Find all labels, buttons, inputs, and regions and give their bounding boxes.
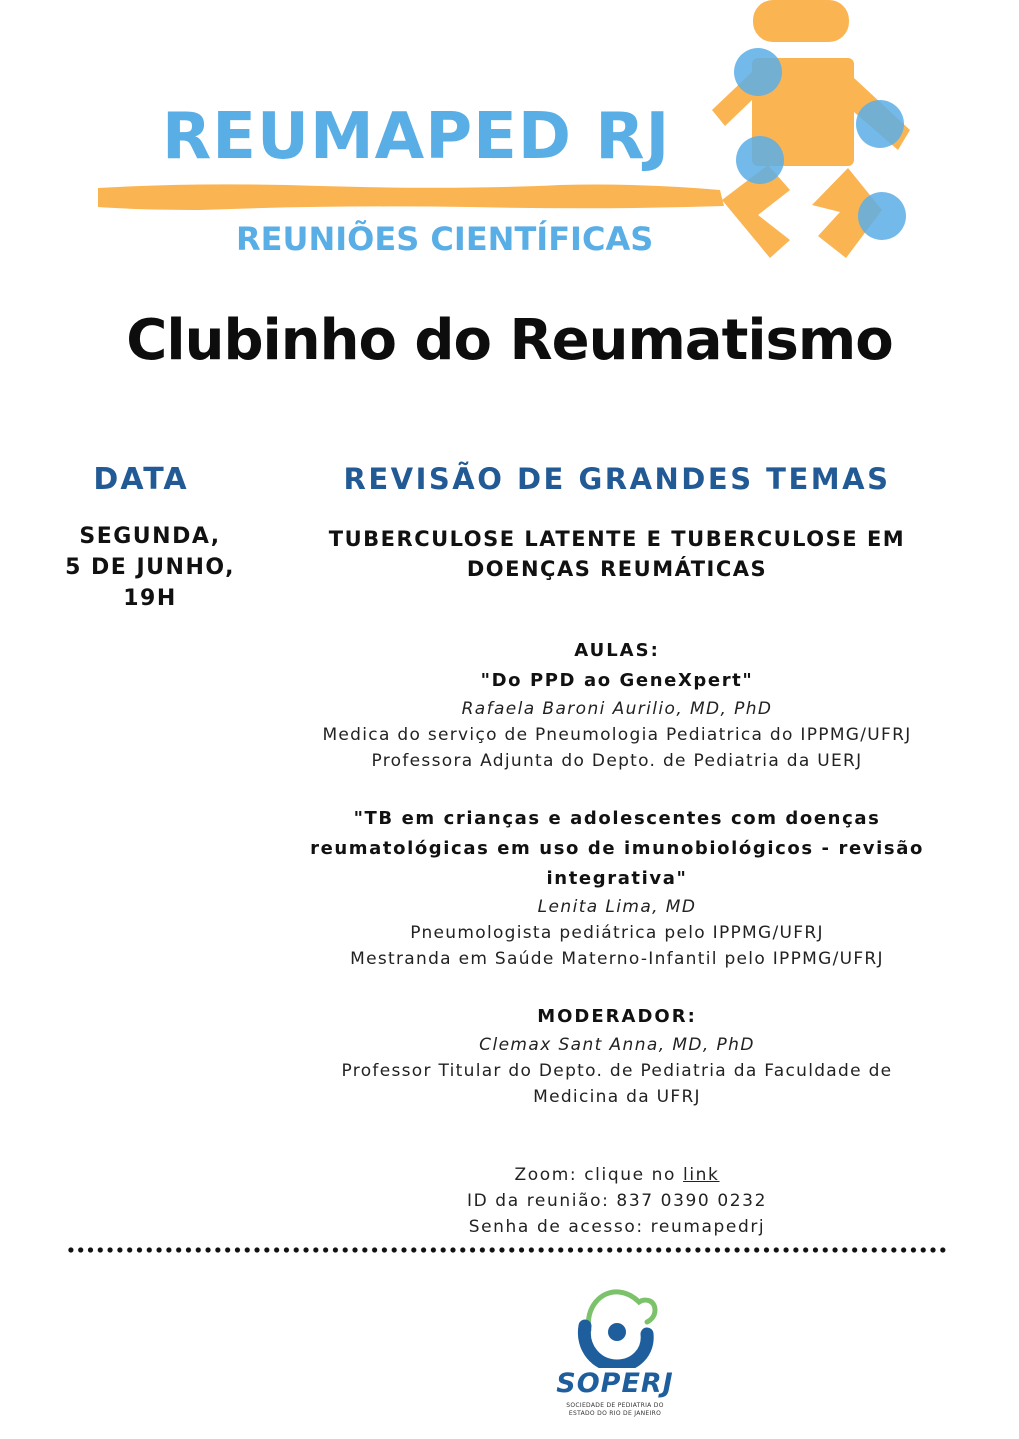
- aulas-label: AULAS:: [574, 640, 660, 661]
- dotted-divider: [66, 1246, 950, 1254]
- date-line-2: 5 DE JUNHO,: [65, 555, 235, 580]
- brand-title: REUMAPED RJ: [162, 100, 671, 174]
- talk-2-role-2: Mestranda em Saúde Materno-Infantil pelo IPPMG/UFRJ: [350, 949, 884, 969]
- orange-brush-stroke: [98, 184, 724, 210]
- soperj-emblem-icon: [555, 1286, 675, 1368]
- logo-tagline-line-2: ESTADO DO RIO DE JANEIRO: [568, 1410, 662, 1417]
- header-banner: [0, 0, 1019, 270]
- meeting-password: Senha de acesso: reumapedrj: [468, 1217, 766, 1237]
- talk-2-title-line-2: reumatológicas em uso de imunobiológicos - revisão: [310, 838, 924, 859]
- baby-head-shape: [753, 0, 849, 42]
- zoom-link[interactable]: link: [683, 1165, 720, 1185]
- date-column: [30, 462, 270, 614]
- joint-circle-hip: [736, 136, 784, 184]
- moderator-block: [290, 1002, 944, 1110]
- talk-1-title: "Do PPD ao GeneXpert": [480, 670, 754, 691]
- talk-1-speaker: Rafaela Baroni Aurilio, MD, PhD: [461, 699, 773, 719]
- topic-line-2: DOENÇAS REUMÁTICAS: [466, 557, 768, 581]
- page-title: Clubinho do Reumatismo: [126, 308, 893, 373]
- talk-2-speaker: Lenita Lima, MD: [537, 897, 697, 917]
- logo-tagline: [555, 1402, 675, 1418]
- date-line-1: SEGUNDA,: [79, 524, 221, 549]
- moderator-role-2: Medicina da UFRJ: [533, 1087, 701, 1107]
- joint-circle-knee: [858, 192, 906, 240]
- logo-name: SOPERJ: [556, 1368, 674, 1399]
- date-line-3: 19H: [123, 586, 177, 611]
- talk-2-role-1: Pneumologista pediátrica pelo IPPMG/UFRJ: [410, 923, 824, 943]
- logo-tagline-line-1: SOCIEDADE DE PEDIATRIA DO: [566, 1402, 664, 1409]
- talk-2-title-line-1: "TB em crianças e adolescentes com doenças: [353, 808, 881, 829]
- section-heading: REVISÃO DE GRANDES TEMAS: [343, 462, 891, 496]
- brand-subtitle: REUNIÕES CIENTÍFICAS: [236, 220, 654, 258]
- zoom-prefix: Zoom: clique no: [514, 1165, 684, 1185]
- meeting-info: [290, 1162, 944, 1240]
- talk-2-title-line-3: integrativa": [546, 868, 688, 889]
- program-column: [290, 462, 944, 1240]
- topic-title: [290, 524, 944, 584]
- date-value: [30, 521, 270, 614]
- talk-1-role-1: Medica do serviço de Pneumologia Pediatrica do IPPMG/UFRJ: [322, 725, 912, 745]
- moderator-label: MODERADOR:: [537, 1006, 697, 1027]
- joint-circle-shoulder: [734, 48, 782, 96]
- zoom-line: [290, 1162, 944, 1188]
- topic-line-1: TUBERCULOSE LATENTE E TUBERCULOSE EM: [328, 527, 906, 551]
- moderator-role-1: Professor Titular do Depto. de Pediatria da Faculdade de: [341, 1061, 893, 1081]
- talk-2-block: [290, 804, 944, 972]
- meeting-id: ID da reunião: 837 0390 0232: [467, 1191, 767, 1211]
- talk-1-role-2: Professora Adjunta do Depto. de Pediatria da UERJ: [371, 751, 863, 771]
- joint-circle-elbow: [856, 100, 904, 148]
- aulas-block: [290, 636, 944, 774]
- moderator-name: Clemax Sant Anna, MD, PhD: [479, 1035, 755, 1055]
- date-heading: DATA: [93, 462, 189, 497]
- soperj-logo: [555, 1286, 675, 1426]
